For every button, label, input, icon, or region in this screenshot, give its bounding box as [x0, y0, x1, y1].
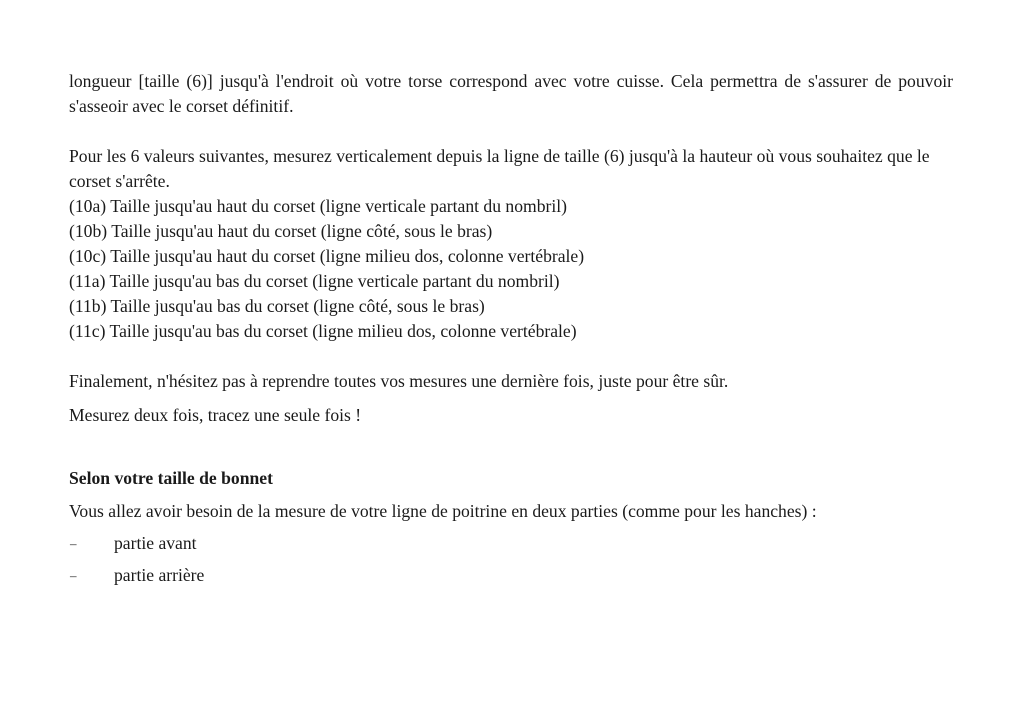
paragraph-seated-length: longueur [taille (6)] jusqu'à l'endroit où votre torse correspond avec votre cuisse. Cela permettra de s'assurer de pouvoir s'asseoir avec le corset définitif.	[69, 71, 953, 116]
section-heading-cup-size: Selon votre taille de bonnet	[69, 468, 273, 488]
measure-list	[69, 194, 953, 344]
list-item-label: partie arrière	[114, 565, 205, 585]
dash-bullet: –	[70, 536, 77, 551]
document-page	[69, 69, 953, 595]
list-item-front	[69, 531, 953, 563]
measure-11c: (11c) Taille jusqu'au bas du corset (ligne milieu dos, colonne vertébrale)	[69, 321, 577, 341]
measure-11a: (11a) Taille jusqu'au bas du corset (ligne verticale partant du nombril)	[69, 271, 560, 291]
paragraph-measure-twice: Mesurez deux fois, tracez une seule fois !	[69, 405, 362, 425]
paragraph-bust-line: Vous allez avoir besoin de la mesure de votre ligne de poitrine en deux parties (comme pour les hanches) :	[69, 501, 817, 521]
measure-10a: (10a) Taille jusqu'au haut du corset (ligne verticale partant du nombril)	[69, 196, 567, 216]
paragraph-final-check: Finalement, n'hésitez pas à reprendre toutes vos mesures une dernière fois, juste pour être sûr.	[69, 371, 729, 391]
list-item-label: partie avant	[114, 533, 197, 553]
list-item-back	[69, 563, 953, 595]
paragraph-vertical-measures-intro: Pour les 6 valeurs suivantes, mesurez verticalement depuis la ligne de taille (6) jusqu'à la hauteur où vous souhaitez que le corset s'arrête.	[69, 146, 930, 191]
bust-parts-list	[69, 531, 953, 595]
measure-10c: (10c) Taille jusqu'au haut du corset (ligne milieu dos, colonne vertébrale)	[69, 246, 585, 266]
measure-10b: (10b) Taille jusqu'au haut du corset (ligne côté, sous le bras)	[69, 221, 493, 241]
measure-11b: (11b) Taille jusqu'au bas du corset (ligne côté, sous le bras)	[69, 296, 485, 316]
dash-bullet: –	[70, 568, 77, 583]
